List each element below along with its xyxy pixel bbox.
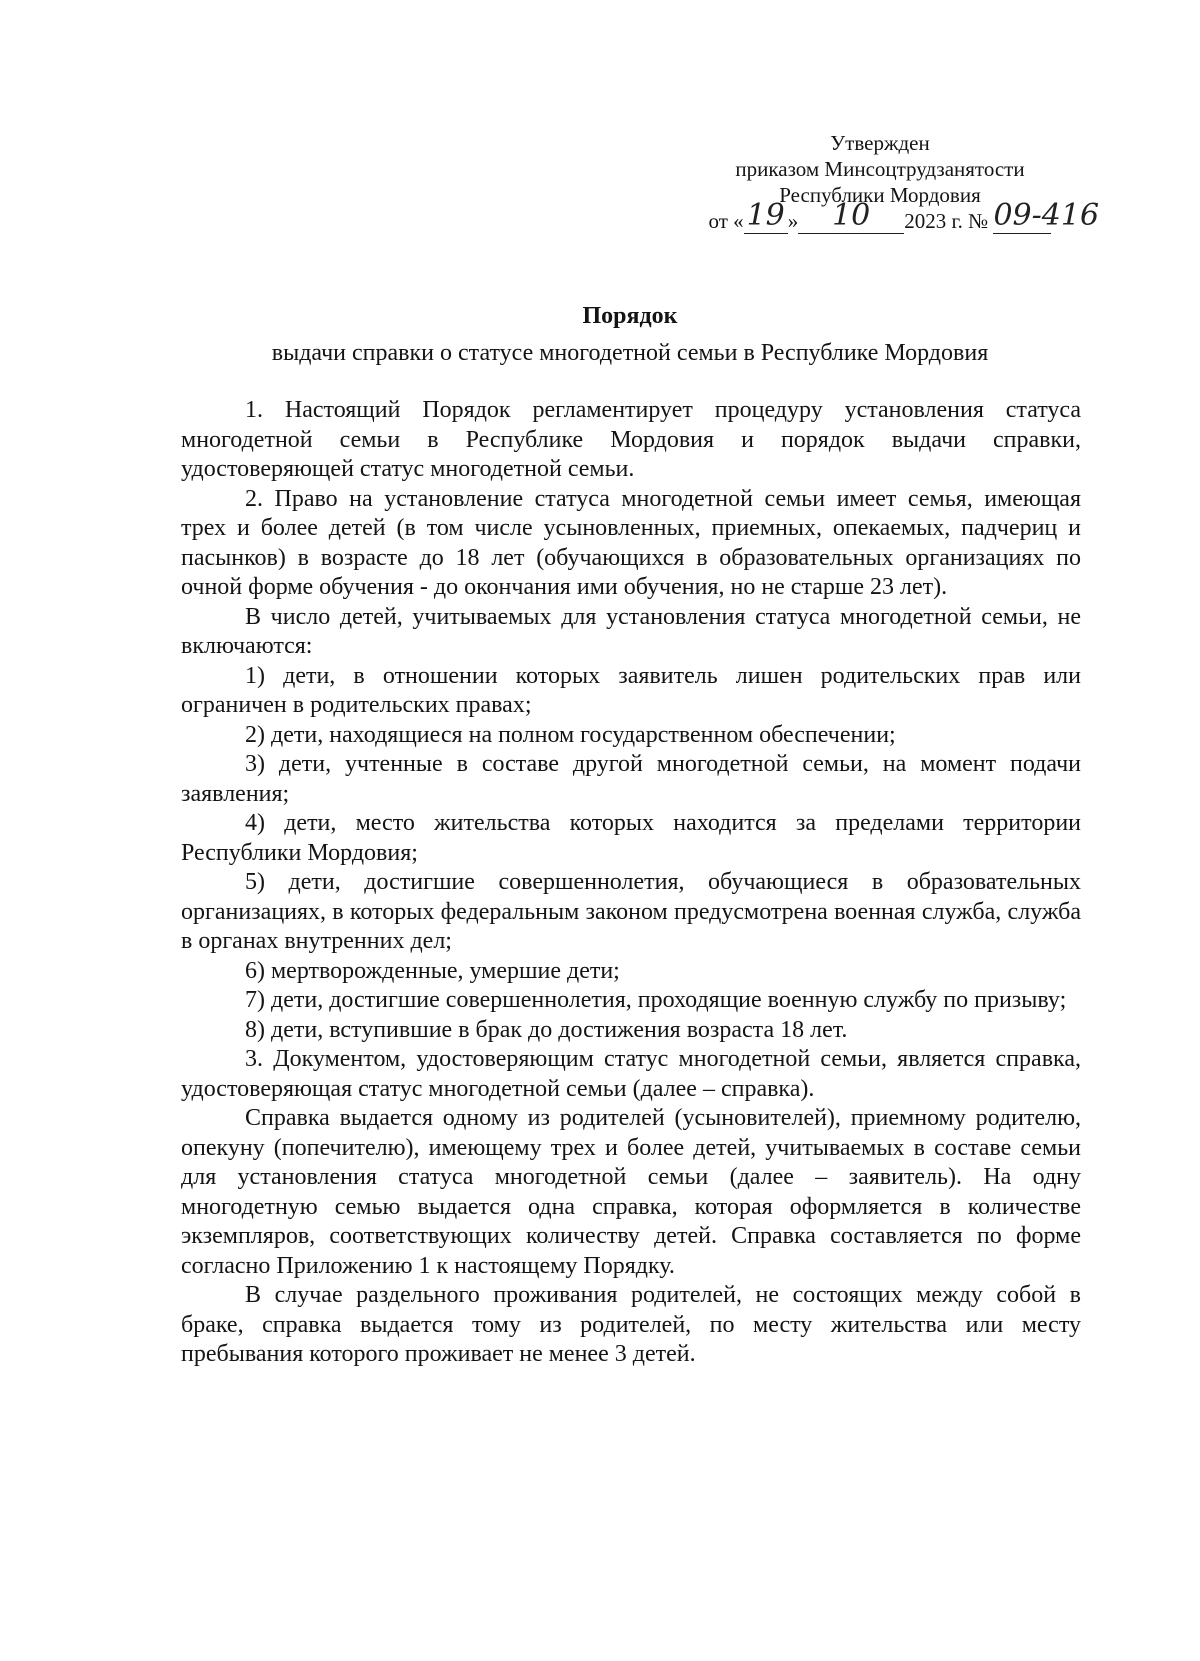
approval-line-republic: Республики Мордовия <box>779 183 981 207</box>
list-item-6: 6) мертворожденные, умершие дети; <box>245 957 620 984</box>
list-item-2: 2) дети, находящиеся на полном государственном обеспечении; <box>245 721 896 748</box>
document-subtitle: выдачи справки о статусе многодетной семьи в Республике Мордовия <box>271 340 989 366</box>
list-item-8: 8) дети, вступившие в брак до достижения возраста 18 лет. <box>245 1016 848 1043</box>
paragraph-3: 3. Документом, удостоверяющим статус многодетной семьи, является справка, удостоверяющая статус многодетной семьи (далее – справка). <box>181 1046 1081 1102</box>
approval-line-order: приказом Минсоцтрудзанятости <box>735 157 1025 181</box>
date-mid: » <box>787 209 799 233</box>
list-item-3: 3) дети, учтенные в составе другой многодетной семьи, на момент подачи заявления; <box>181 751 1081 807</box>
paragraph-exclusions-intro: В число детей, учитываемых для установления статуса многодетной семьи, не включаются: <box>181 603 1081 659</box>
date-month-blank <box>798 198 904 234</box>
paragraph-separate-living: В случае раздельного проживания родителей, не состоящих между собой в браке, справка выдается тому из родителей, по месту жительства или месту пребывания которого проживает не менее 3 детей. <box>181 1282 1081 1367</box>
paragraph-1: 1. Настоящий Порядок регламентирует процедуру установления статуса многодетной семьи в Республике Мордовия и порядок выдачи справки, удостоверяющей статус многодетной семьи. <box>181 397 1081 482</box>
document-heading <box>180 301 1080 369</box>
paragraph-issuance: Справка выдается одному из родителей (усыновителей), приемному родителю, опекуну (попечителю), имеющему трех и более детей, учитываемых в составе семьи для установления статуса многодетной семьи (далее – заявитель). На одну многодетную семью выдается одна справка, которая оформляется в количестве экземпляров, соответствующих количеству детей. Справка составляется по форме согласно Приложению 1 к настоящему Порядку. <box>181 1105 1081 1279</box>
doc-number-blank <box>993 198 1100 234</box>
approval-date-line <box>700 198 1100 234</box>
list-item-4: 4) дети, место жительства которых находится за пределами территории Республики Мордовия; <box>181 810 1081 866</box>
approval-line-approved: Утвержден <box>830 131 930 155</box>
paragraph-2: 2. Право на установление статуса многодетной семьи имеет семья, имеющая трех и более детей (в том числе усыновленных, приемных, опекаемых, падчериц и пасынков) в возрасте до 18 лет (обучающихся в образовательных организациях по очной форме обучения - до окончания ими обучения, но не старше 23 лет). <box>181 485 1081 600</box>
date-month-handwritten: 10 <box>832 198 871 233</box>
approval-stamp <box>700 130 1100 234</box>
list-item-5: 5) дети, достигшие совершеннолетия, обучающиеся в образовательных организациях, в которых федеральным законом предусмотрена военная служба, служба в органах внутренних дел; <box>181 869 1081 954</box>
date-day-blank <box>744 198 788 234</box>
date-year: 2023 г. № <box>904 209 989 233</box>
document-title: Порядок <box>582 303 678 329</box>
date-prefix: от « <box>708 209 744 233</box>
list-item-7: 7) дети, достигшие совершеннолетия, проходящие военную службу по призыву; <box>245 987 1067 1013</box>
document-body <box>181 396 1081 1370</box>
list-item-1: 1) дети, в отношении которых заявитель лишен родительских прав или ограничен в родительских правах; <box>181 662 1081 718</box>
date-day-handwritten: 19 <box>746 198 785 233</box>
doc-number-handwritten: 09-416 <box>993 198 1100 233</box>
